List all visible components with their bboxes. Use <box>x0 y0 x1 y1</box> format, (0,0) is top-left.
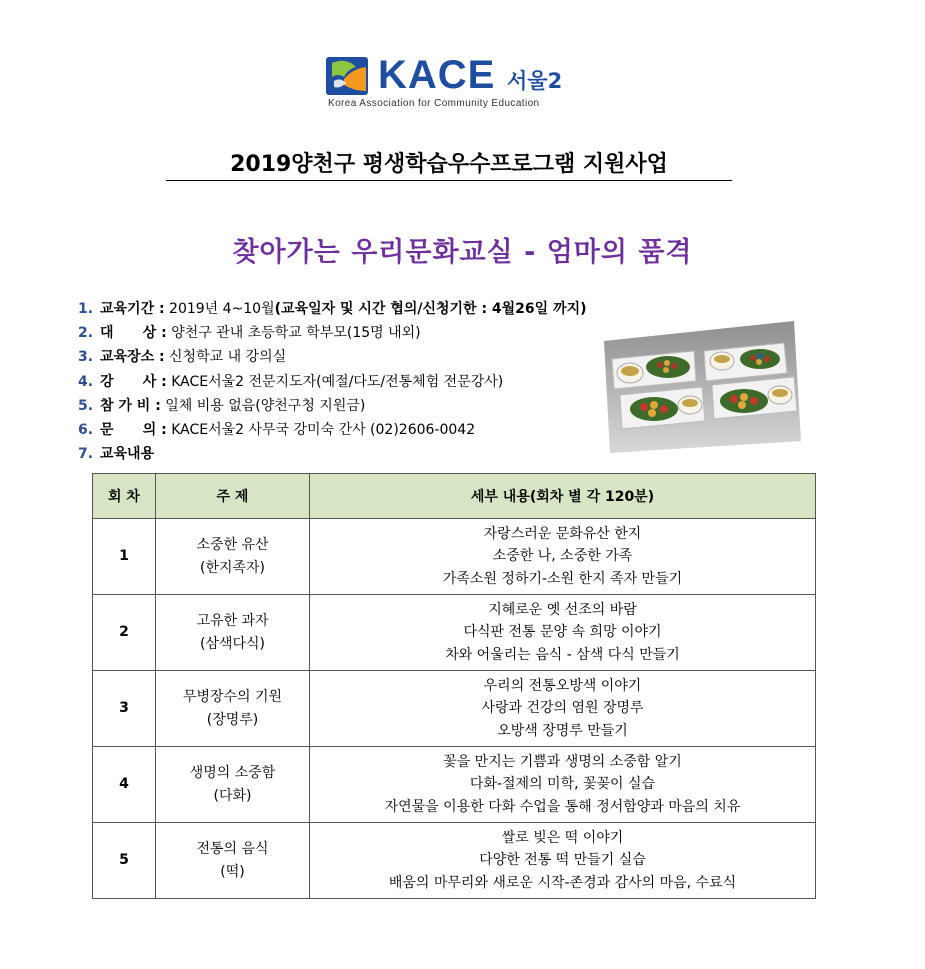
info-label: 교육장소 : <box>100 349 165 366</box>
topic-subtitle: (떡) <box>220 863 245 880</box>
detail-line: 자랑스러운 문화유산 한지 <box>483 525 642 542</box>
info-value: 2019년 4~10월 <box>169 301 275 317</box>
logo-brand: KACE <box>378 53 496 97</box>
info-item-fee <box>78 394 587 418</box>
info-list <box>78 297 587 466</box>
info-value: 양천구 관내 초등학교 학부모(15명 내외) <box>171 325 421 342</box>
info-label: 문 의 : <box>100 421 167 438</box>
info-item-period <box>78 297 587 321</box>
info-item-target <box>78 321 587 345</box>
session-topic <box>156 595 310 671</box>
table-row <box>93 519 816 595</box>
info-value: KACE서울2 전문지도자(예절/다도/전통체험 전문강사) <box>171 373 504 390</box>
detail-line: 소중한 나, 소중한 가족 <box>492 548 633 565</box>
detail-line: 오방색 장명루 만들기 <box>497 722 628 739</box>
session-details <box>310 519 816 595</box>
info-label: 강 사 : <box>100 373 167 390</box>
info-value: KACE서울2 사무국 강미숙 간사 (02)2606-0042 <box>171 421 476 438</box>
kace-logo <box>326 55 576 113</box>
info-number: 3. <box>78 349 94 366</box>
topic-title: 고유한 과자 <box>196 613 269 629</box>
info-number: 7. <box>78 446 94 463</box>
detail-line: 다화-절제의 미학, 꽃꽂이 실습 <box>469 776 656 793</box>
detail-line: 배움의 마무리와 새로운 시작-존경과 감사의 마음, 수료식 <box>388 874 737 891</box>
header-topic: 주 제 <box>156 474 310 519</box>
logo-subtitle: Korea Association for Community Education <box>328 98 540 109</box>
info-label: 교육내용 <box>100 446 155 463</box>
logo-region: 서울2 <box>507 69 563 93</box>
info-item-content <box>78 442 587 466</box>
session-number: 2 <box>93 595 156 671</box>
detail-line: 차와 어울리는 음식 - 삼색 다식 만들기 <box>445 646 680 663</box>
session-number: 3 <box>93 671 156 747</box>
session-details <box>310 823 816 899</box>
info-value-note: (교육일자 및 시간 협의/신청기한 : 4월26일 까지) <box>274 301 587 317</box>
info-value: 신청학교 내 강의실 <box>169 349 287 366</box>
topic-subtitle: (장명루) <box>206 711 259 728</box>
session-topic <box>156 519 310 595</box>
session-details <box>310 595 816 671</box>
detail-line: 우리의 전통오방색 이야기 <box>483 677 642 694</box>
session-number: 4 <box>93 747 156 823</box>
detail-line: 다식판 전통 문양 속 희망 이야기 <box>463 624 662 641</box>
header-details: 세부 내용(회차 별 각 120분) <box>310 474 816 519</box>
session-topic <box>156 747 310 823</box>
info-number: 4. <box>78 373 94 390</box>
info-item-contact <box>78 418 587 442</box>
kace-logo-icon <box>326 55 376 97</box>
session-details <box>310 671 816 747</box>
info-number: 5. <box>78 397 94 414</box>
detail-line: 가족소원 정하기-소원 한지 족자 만들기 <box>442 570 683 587</box>
table-header-row <box>93 474 816 519</box>
detail-line: 쌀로 빚은 떡 이야기 <box>501 829 624 846</box>
topic-subtitle: (한지족자) <box>199 559 266 576</box>
info-item-location <box>78 345 587 369</box>
topic-title: 전통의 음식 <box>196 841 269 857</box>
topic-subtitle: (삼색다식) <box>199 635 266 652</box>
session-topic <box>156 823 310 899</box>
curriculum-table <box>92 473 816 899</box>
title-underline <box>166 180 732 181</box>
topic-title: 소중한 유산 <box>196 537 269 553</box>
session-number: 5 <box>93 823 156 899</box>
header-session: 회 차 <box>93 474 156 519</box>
page-title: 2019양천구 평생학습우수프로그램 지원사업 <box>230 152 668 177</box>
topic-title: 생명의 소중함 <box>189 765 276 781</box>
info-label: 교육기간 : <box>100 301 165 317</box>
info-number: 6. <box>78 421 94 438</box>
detail-line: 사랑과 건강의 염원 장명루 <box>481 700 644 717</box>
detail-line: 지혜로운 옛 선조의 바람 <box>488 601 637 618</box>
tea-set-photo <box>604 321 801 453</box>
info-label: 대 상 : <box>100 325 167 342</box>
table-row <box>93 823 816 899</box>
info-value: 일체 비용 없음(양천구청 지원금) <box>165 397 366 414</box>
session-topic <box>156 671 310 747</box>
topic-title: 무병장수의 기원 <box>182 689 283 705</box>
session-number: 1 <box>93 519 156 595</box>
info-number: 1. <box>78 301 94 317</box>
info-item-instructor <box>78 370 587 394</box>
table-row <box>93 671 816 747</box>
session-details <box>310 747 816 823</box>
info-label: 참 가 비 : <box>100 397 161 414</box>
program-title: 찾아가는 우리문화교실 - 엄마의 품격 <box>232 237 693 268</box>
detail-line: 다양한 전통 떡 만들기 실습 <box>479 852 646 869</box>
table-row <box>93 595 816 671</box>
detail-line: 자연물을 이용한 다화 수업을 통해 정서함양과 마음의 치유 <box>384 798 741 815</box>
info-number: 2. <box>78 325 94 342</box>
detail-line: 꽃을 만지는 기쁨과 생명의 소중함 알기 <box>443 753 682 770</box>
table-row <box>93 747 816 823</box>
topic-subtitle: (다화) <box>213 787 252 804</box>
